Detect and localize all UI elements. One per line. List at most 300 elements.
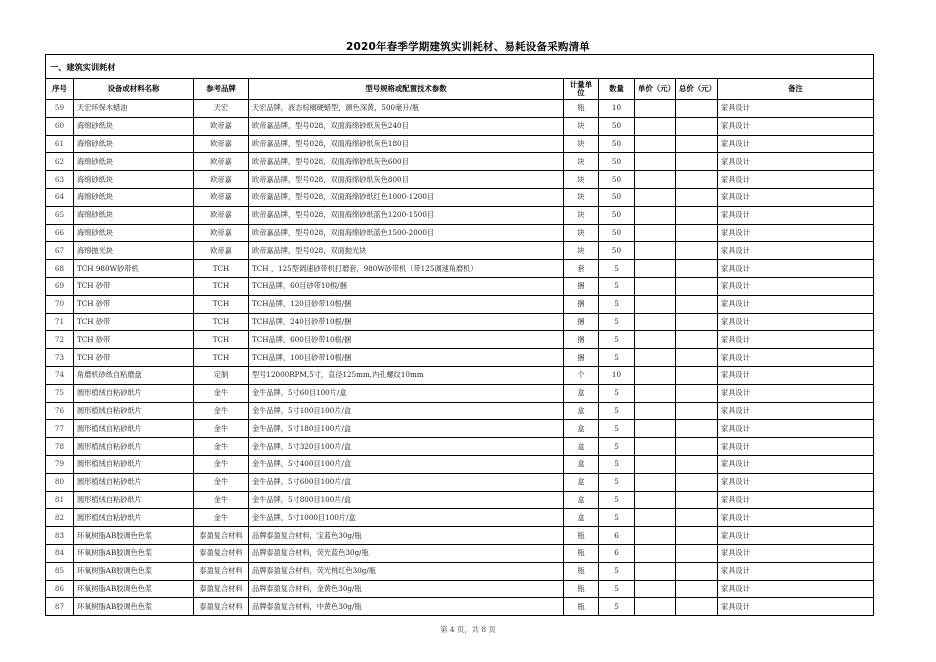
cell-remark: 家具设计	[718, 473, 874, 491]
cell-remark: 家具设计	[718, 562, 874, 580]
cell-seq: 75	[46, 384, 74, 402]
cell-unit: 捆	[564, 313, 599, 331]
cell-remark: 家具设计	[718, 580, 874, 598]
cell-unit-price	[635, 117, 676, 135]
cell-brand: TCH	[194, 295, 249, 313]
cell-unit-price	[635, 206, 676, 224]
cell-brand: 金牛	[194, 491, 249, 509]
cell-name: 环氧树脂AB胶调色色浆	[74, 562, 194, 580]
cell-spec: TCH品牌，600目砂带10根/捆	[249, 331, 564, 349]
cell-total-price	[676, 527, 718, 545]
cell-remark: 家具设计	[718, 438, 874, 456]
table-row	[46, 206, 874, 224]
table-row	[46, 509, 874, 527]
cell-brand: 定制	[194, 366, 249, 384]
cell-remark: 家具设计	[718, 331, 874, 349]
cell-seq: 84	[46, 544, 74, 562]
cell-spec: 金牛品牌，5寸320目100片/盒	[249, 438, 564, 456]
section-title: 一、建筑实训耗材	[46, 55, 874, 79]
cell-seq: 83	[46, 527, 74, 545]
table-row	[46, 455, 874, 473]
cell-total-price	[676, 544, 718, 562]
table-row	[46, 598, 874, 616]
cell-seq: 73	[46, 349, 74, 367]
cell-spec: 金牛品牌，5寸600目100片/盒	[249, 473, 564, 491]
cell-unit-price	[635, 100, 676, 118]
cell-unit-price	[635, 562, 676, 580]
cell-unit: 盒	[564, 420, 599, 438]
cell-spec: 型号12000RPM,5寸，直径125mm,内孔螺纹10mm	[249, 366, 564, 384]
cell-name: 海绵砂纸块	[74, 224, 194, 242]
cell-seq: 85	[46, 562, 74, 580]
cell-brand: 泰盈复合材料	[194, 562, 249, 580]
cell-remark: 家具设计	[718, 313, 874, 331]
cell-unit: 捆	[564, 295, 599, 313]
cell-qty: 5	[599, 455, 635, 473]
cell-name: 海绵砂纸块	[74, 206, 194, 224]
section-row	[46, 55, 874, 79]
cell-seq: 69	[46, 277, 74, 295]
cell-spec: 欧帝嘉品牌，型号028，双面海绵砂纸蓝色1500-2000目	[249, 224, 564, 242]
cell-total-price	[676, 562, 718, 580]
cell-seq: 78	[46, 438, 74, 456]
cell-qty: 10	[599, 100, 635, 118]
cell-spec: TCH品牌，100目砂带10根/捆	[249, 349, 564, 367]
cell-qty: 50	[599, 224, 635, 242]
cell-total-price	[676, 455, 718, 473]
cell-total-price	[676, 117, 718, 135]
cell-spec: 欧帝嘉品牌，型号028，双面海绵砂纸灰色600目	[249, 153, 564, 171]
cell-unit: 个	[564, 366, 599, 384]
table-row	[46, 295, 874, 313]
cell-seq: 62	[46, 153, 74, 171]
cell-name: 环氧树脂AB胶调色色浆	[74, 580, 194, 598]
cell-total-price	[676, 402, 718, 420]
cell-remark: 家具设计	[718, 260, 874, 278]
cell-seq: 74	[46, 366, 74, 384]
cell-brand: TCH	[194, 331, 249, 349]
cell-total-price	[676, 331, 718, 349]
cell-remark: 家具设计	[718, 206, 874, 224]
cell-spec: 品牌泰盈复合材料，金黄色30g/瓶	[249, 580, 564, 598]
table-row	[46, 544, 874, 562]
cell-qty: 6	[599, 544, 635, 562]
table-row	[46, 153, 874, 171]
cell-unit-price	[635, 349, 676, 367]
cell-brand: 欧帝嘉	[194, 224, 249, 242]
cell-spec: 金牛品牌，5寸400目100片/盒	[249, 455, 564, 473]
cell-unit: 块	[564, 242, 599, 260]
table-row	[46, 473, 874, 491]
cell-seq: 66	[46, 224, 74, 242]
cell-unit: 盒	[564, 438, 599, 456]
cell-seq: 67	[46, 242, 74, 260]
cell-name: TCH 砂带	[74, 313, 194, 331]
cell-name: 圆形植绒自粘砂纸片	[74, 455, 194, 473]
table-row	[46, 260, 874, 278]
cell-total-price	[676, 277, 718, 295]
header-row	[46, 79, 874, 100]
cell-spec: TCH品牌，60目砂带10根/捆	[249, 277, 564, 295]
cell-total-price	[676, 473, 718, 491]
cell-total-price	[676, 313, 718, 331]
table-row	[46, 402, 874, 420]
cell-unit-price	[635, 277, 676, 295]
cell-spec: TCH ，125型调速砂带机打磨套，980W砂带机（带125调速角磨机）	[249, 260, 564, 278]
table-row	[46, 438, 874, 456]
cell-total-price	[676, 100, 718, 118]
cell-qty: 5	[599, 598, 635, 616]
cell-seq: 79	[46, 455, 74, 473]
cell-seq: 80	[46, 473, 74, 491]
cell-remark: 家具设计	[718, 188, 874, 206]
cell-unit-price	[635, 420, 676, 438]
cell-spec: 金牛品牌，5寸1000目100片/盒	[249, 509, 564, 527]
cell-unit-price	[635, 188, 676, 206]
cell-spec: 品牌泰盈复合材料，中黄色30g/瓶	[249, 598, 564, 616]
cell-unit: 盒	[564, 473, 599, 491]
cell-qty: 5	[599, 438, 635, 456]
cell-brand: 泰盈复合材料	[194, 598, 249, 616]
cell-total-price	[676, 242, 718, 260]
cell-total-price	[676, 295, 718, 313]
cell-qty: 5	[599, 509, 635, 527]
cell-name: TCH 砂带	[74, 277, 194, 295]
cell-unit-price	[635, 313, 676, 331]
cell-brand: 泰盈复合材料	[194, 580, 249, 598]
cell-unit: 盒	[564, 384, 599, 402]
cell-remark: 家具设计	[718, 455, 874, 473]
cell-unit: 瓶	[564, 562, 599, 580]
cell-qty: 50	[599, 153, 635, 171]
cell-total-price	[676, 260, 718, 278]
cell-total-price	[676, 509, 718, 527]
cell-unit: 块	[564, 171, 599, 189]
cell-seq: 59	[46, 100, 74, 118]
cell-brand: 金牛	[194, 420, 249, 438]
col-header-unit-price: 单价（元）	[635, 79, 676, 100]
cell-name: 环氧树脂AB胶调色色浆	[74, 598, 194, 616]
cell-remark: 家具设计	[718, 100, 874, 118]
cell-brand: 泰盈复合材料	[194, 527, 249, 545]
cell-name: 圆形植绒自粘砂纸片	[74, 420, 194, 438]
cell-unit: 捆	[564, 349, 599, 367]
cell-remark: 家具设计	[718, 171, 874, 189]
cell-qty: 50	[599, 135, 635, 153]
cell-total-price	[676, 206, 718, 224]
table-row	[46, 188, 874, 206]
cell-brand: 天宏	[194, 100, 249, 118]
cell-unit-price	[635, 242, 676, 260]
cell-brand: 金牛	[194, 402, 249, 420]
col-header-total-price: 总价（元）	[676, 79, 718, 100]
cell-brand: 泰盈复合材料	[194, 544, 249, 562]
cell-name: 圆形植绒自粘砂纸片	[74, 491, 194, 509]
cell-name: TCH 砂带	[74, 349, 194, 367]
cell-unit: 盒	[564, 491, 599, 509]
cell-seq: 60	[46, 117, 74, 135]
cell-unit-price	[635, 509, 676, 527]
cell-brand: 金牛	[194, 473, 249, 491]
cell-unit: 盒	[564, 455, 599, 473]
col-header-qty: 数量	[599, 79, 635, 100]
cell-qty: 5	[599, 260, 635, 278]
cell-remark: 家具设计	[718, 117, 874, 135]
cell-total-price	[676, 366, 718, 384]
cell-qty: 50	[599, 171, 635, 189]
table-row	[46, 242, 874, 260]
cell-name: 圆形植绒自粘砂纸片	[74, 438, 194, 456]
cell-seq: 70	[46, 295, 74, 313]
cell-name: 圆形植绒自粘砂纸片	[74, 402, 194, 420]
cell-brand: TCH	[194, 349, 249, 367]
cell-unit-price	[635, 135, 676, 153]
cell-remark: 家具设计	[718, 349, 874, 367]
cell-name: 海绵砂纸块	[74, 153, 194, 171]
cell-unit: 块	[564, 224, 599, 242]
cell-name: 海绵抛光块	[74, 242, 194, 260]
cell-unit-price	[635, 580, 676, 598]
cell-name: 环氧树脂AB胶调色色浆	[74, 527, 194, 545]
cell-unit-price	[635, 366, 676, 384]
cell-spec: 品牌泰盈复合材料，荧光桃红色30g/瓶	[249, 562, 564, 580]
table-row	[46, 562, 874, 580]
cell-total-price	[676, 135, 718, 153]
cell-seq: 63	[46, 171, 74, 189]
cell-remark: 家具设计	[718, 295, 874, 313]
cell-unit-price	[635, 171, 676, 189]
cell-qty: 50	[599, 242, 635, 260]
cell-spec: 品牌泰盈复合材料，荧光蓝色30g/瓶	[249, 544, 564, 562]
cell-name: 天宏环保木蜡油	[74, 100, 194, 118]
cell-unit: 块	[564, 188, 599, 206]
col-header-brand: 参考品牌	[194, 79, 249, 100]
cell-total-price	[676, 188, 718, 206]
cell-unit-price	[635, 544, 676, 562]
col-header-unit: 计量单位	[564, 79, 599, 100]
cell-spec: 欧帝嘉品牌，型号028，双面海绵砂纸灰色240目	[249, 117, 564, 135]
cell-total-price	[676, 153, 718, 171]
cell-unit: 瓶	[564, 100, 599, 118]
cell-qty: 5	[599, 331, 635, 349]
cell-spec: 品牌泰盈复合材料，宝蓝色30g/瓶	[249, 527, 564, 545]
cell-seq: 81	[46, 491, 74, 509]
cell-remark: 家具设计	[718, 384, 874, 402]
cell-remark: 家具设计	[718, 402, 874, 420]
cell-unit: 瓶	[564, 580, 599, 598]
cell-seq: 71	[46, 313, 74, 331]
cell-name: TCH 砂带	[74, 331, 194, 349]
cell-brand: TCH	[194, 277, 249, 295]
cell-brand: 欧帝嘉	[194, 188, 249, 206]
cell-unit-price	[635, 260, 676, 278]
cell-unit: 盒	[564, 402, 599, 420]
cell-spec: TCH品牌，120目砂带10根/捆	[249, 295, 564, 313]
cell-remark: 家具设计	[718, 598, 874, 616]
cell-unit-price	[635, 331, 676, 349]
cell-name: TCH 砂带	[74, 295, 194, 313]
table-row	[46, 349, 874, 367]
cell-spec: 欧帝嘉品牌，型号028，双面海绵砂纸灰色180目	[249, 135, 564, 153]
cell-spec: 欧帝嘉品牌，型号028，双面海绵砂纸灰色800目	[249, 171, 564, 189]
cell-qty: 10	[599, 366, 635, 384]
cell-qty: 5	[599, 402, 635, 420]
cell-brand: 金牛	[194, 455, 249, 473]
cell-unit-price	[635, 384, 676, 402]
cell-remark: 家具设计	[718, 135, 874, 153]
cell-unit-price	[635, 473, 676, 491]
cell-total-price	[676, 598, 718, 616]
cell-remark: 家具设计	[718, 491, 874, 509]
cell-brand: 欧帝嘉	[194, 153, 249, 171]
cell-unit-price	[635, 527, 676, 545]
cell-total-price	[676, 384, 718, 402]
cell-spec: 金牛品牌，5寸60目100片/盒	[249, 384, 564, 402]
cell-name: 海绵砂纸块	[74, 188, 194, 206]
cell-qty: 5	[599, 473, 635, 491]
cell-total-price	[676, 224, 718, 242]
cell-total-price	[676, 438, 718, 456]
cell-qty: 5	[599, 580, 635, 598]
cell-qty: 50	[599, 188, 635, 206]
cell-remark: 家具设计	[718, 242, 874, 260]
table-row	[46, 527, 874, 545]
cell-qty: 5	[599, 295, 635, 313]
table-row	[46, 420, 874, 438]
col-header-seq: 序号	[46, 79, 74, 100]
cell-unit-price	[635, 491, 676, 509]
table-row	[46, 384, 874, 402]
cell-qty: 6	[599, 527, 635, 545]
cell-qty: 5	[599, 277, 635, 295]
cell-seq: 64	[46, 188, 74, 206]
cell-unit: 块	[564, 206, 599, 224]
table-row	[46, 366, 874, 384]
table-row	[46, 135, 874, 153]
cell-unit: 块	[564, 153, 599, 171]
cell-brand: 欧帝嘉	[194, 117, 249, 135]
cell-name: 海绵砂纸块	[74, 171, 194, 189]
cell-spec: TCH品牌，240目砂带10根/捆	[249, 313, 564, 331]
cell-name: 海绵砂纸块	[74, 117, 194, 135]
cell-brand: 金牛	[194, 384, 249, 402]
cell-spec: 金牛品牌，5寸100目100片/盒	[249, 402, 564, 420]
cell-qty: 50	[599, 206, 635, 224]
cell-seq: 87	[46, 598, 74, 616]
cell-remark: 家具设计	[718, 527, 874, 545]
cell-unit-price	[635, 402, 676, 420]
cell-remark: 家具设计	[718, 224, 874, 242]
cell-unit: 块	[564, 135, 599, 153]
cell-qty: 5	[599, 384, 635, 402]
cell-brand: 金牛	[194, 438, 249, 456]
cell-total-price	[676, 349, 718, 367]
cell-seq: 68	[46, 260, 74, 278]
cell-unit: 盒	[564, 509, 599, 527]
cell-unit: 瓶	[564, 598, 599, 616]
cell-name: 圆形植绒自粘砂纸片	[74, 509, 194, 527]
cell-remark: 家具设计	[718, 153, 874, 171]
table-row	[46, 100, 874, 118]
cell-remark: 家具设计	[718, 366, 874, 384]
cell-name: 海绵砂纸块	[74, 135, 194, 153]
cell-brand: TCH	[194, 260, 249, 278]
cell-seq: 76	[46, 402, 74, 420]
table-row	[46, 331, 874, 349]
cell-qty: 50	[599, 117, 635, 135]
cell-seq: 72	[46, 331, 74, 349]
cell-total-price	[676, 491, 718, 509]
cell-unit: 捆	[564, 277, 599, 295]
cell-name: 圆形植绒自粘砂纸片	[74, 473, 194, 491]
cell-name: 圆形植绒自粘砂纸片	[74, 384, 194, 402]
cell-brand: 欧帝嘉	[194, 171, 249, 189]
cell-remark: 家具设计	[718, 544, 874, 562]
cell-unit-price	[635, 438, 676, 456]
cell-qty: 5	[599, 349, 635, 367]
table-row	[46, 491, 874, 509]
cell-spec: 欧帝嘉品牌，型号028，双面海绵砂纸红色1000-1200目	[249, 188, 564, 206]
cell-unit: 块	[564, 117, 599, 135]
cell-seq: 82	[46, 509, 74, 527]
cell-remark: 家具设计	[718, 420, 874, 438]
cell-name: 环氧树脂AB胶调色色浆	[74, 544, 194, 562]
procurement-table	[45, 54, 874, 616]
cell-seq: 77	[46, 420, 74, 438]
cell-seq: 65	[46, 206, 74, 224]
cell-unit: 瓶	[564, 544, 599, 562]
cell-remark: 家具设计	[718, 509, 874, 527]
col-header-name: 设备或材料名称	[74, 79, 194, 100]
cell-total-price	[676, 580, 718, 598]
cell-brand: TCH	[194, 313, 249, 331]
table-row	[46, 224, 874, 242]
cell-spec: 欧帝嘉品牌，型号028，双面海绵砂纸蓝色1200-1500目	[249, 206, 564, 224]
cell-remark: 家具设计	[718, 277, 874, 295]
table-row	[46, 580, 874, 598]
cell-brand: 欧帝嘉	[194, 135, 249, 153]
cell-unit: 捆	[564, 331, 599, 349]
table-row	[46, 313, 874, 331]
col-header-spec: 型号规格或配置技术参数	[249, 79, 564, 100]
cell-brand: 欧帝嘉	[194, 242, 249, 260]
cell-seq: 86	[46, 580, 74, 598]
cell-spec: 欧帝嘉品牌，型号028，双面抛光块	[249, 242, 564, 260]
cell-spec: 金牛品牌，5寸180目100片/盒	[249, 420, 564, 438]
table-row	[46, 171, 874, 189]
cell-brand: 金牛	[194, 509, 249, 527]
cell-unit: 瓶	[564, 527, 599, 545]
cell-qty: 5	[599, 562, 635, 580]
cell-name: 角磨机砂纸自粘磨盘	[74, 366, 194, 384]
cell-unit-price	[635, 153, 676, 171]
cell-unit-price	[635, 224, 676, 242]
cell-unit: 套	[564, 260, 599, 278]
cell-total-price	[676, 171, 718, 189]
cell-seq: 61	[46, 135, 74, 153]
cell-unit-price	[635, 295, 676, 313]
table-row	[46, 277, 874, 295]
page-footer: 第 4 页，共 8 页	[440, 625, 496, 634]
col-header-remark: 备注	[718, 79, 874, 100]
cell-qty: 5	[599, 491, 635, 509]
cell-unit-price	[635, 598, 676, 616]
cell-spec: 金牛品牌，5寸800目100片/盒	[249, 491, 564, 509]
cell-unit-price	[635, 455, 676, 473]
table-body	[46, 100, 874, 616]
table-row	[46, 117, 874, 135]
cell-spec: 天宏品牌，液态棕榈硬蜡型，颜色深黄，500毫升/瓶	[249, 100, 564, 118]
